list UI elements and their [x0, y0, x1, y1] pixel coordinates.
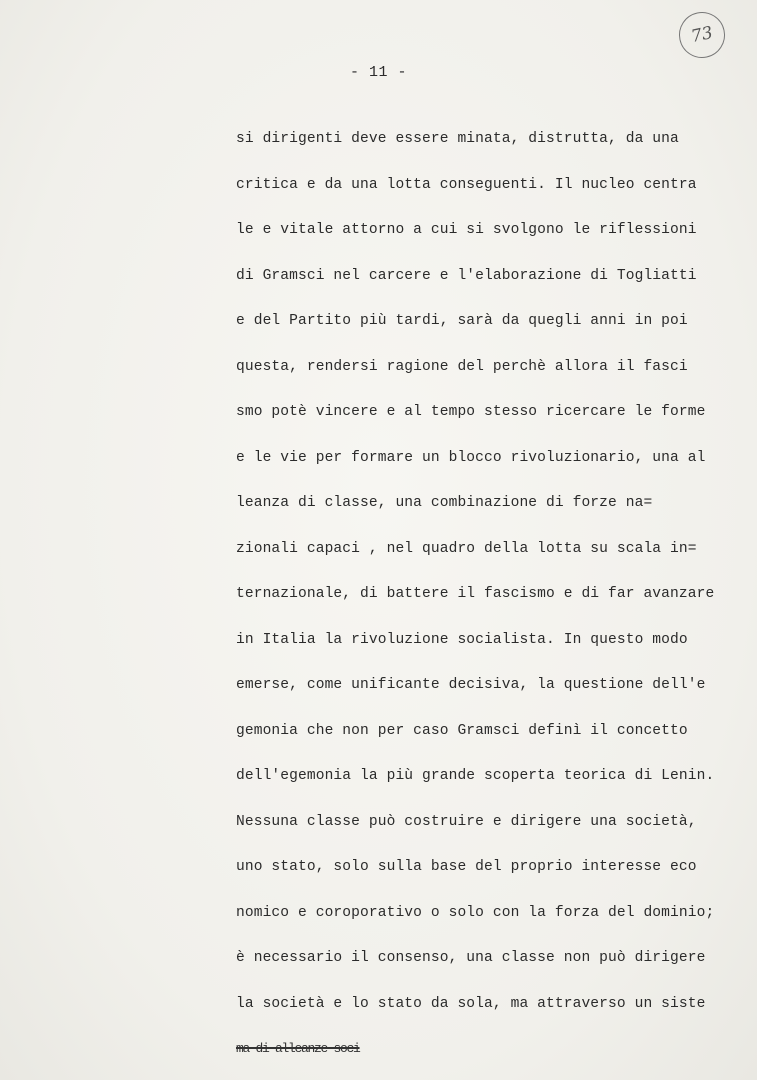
text-line: la società e lo stato da sola, ma attraverso un siste	[236, 995, 706, 1012]
text-line: le e vitale attorno a cui si svolgono le riflessioni	[236, 222, 697, 238]
text-line: Nessuna classe può costruire e dirigere una società,	[236, 813, 697, 830]
text-line: nomico e coroporativo o solo con la forza del dominio;	[236, 904, 715, 921]
text-line: ternazionale, di battere il fascismo e di far avanzare	[236, 586, 715, 602]
text-line: si dirigenti deve essere minata, distrutta, da una	[236, 131, 679, 147]
text-line: critica e da una lotta conseguenti. Il nucleo centra	[236, 176, 697, 193]
struck-through-line	[236, 1034, 746, 1080]
text-line: è necessario il consenso, una classe non può dirigere	[236, 950, 706, 966]
text-line: di Gramsci nel carcere e l'elaborazione di Togliatti	[236, 267, 697, 284]
text-line: questa, rendersi ragione del perchè allora il fasci	[236, 358, 688, 375]
text-line: emerse, come unificante decisiva, la questione dell'e	[236, 677, 706, 693]
text-line: zionali capaci , nel quadro della lotta su scala in=	[236, 540, 697, 557]
archive-page-stamp: 73	[675, 8, 730, 63]
typewritten-body	[236, 124, 746, 1080]
text-line: leanza di classe, una combinazione di forze na=	[236, 495, 653, 511]
text-line: e del Partito più tardi, sarà da quegli anni in poi	[236, 313, 688, 329]
text-line: in Italia la rivoluzione socialista. In questo modo	[236, 631, 688, 648]
text-line: dell'egemonia la più grande scoperta teorica di Lenin.	[236, 768, 715, 784]
page-number: - 11 -	[349, 64, 407, 81]
text-line: uno stato, solo sulla base del proprio interesse eco	[236, 859, 697, 875]
text-line: gemonia che non per caso Gramsci definì il concetto	[236, 722, 688, 739]
text-line: smo potè vincere e al tempo stesso ricercare le forme	[236, 404, 706, 420]
text-line: e le vie per formare un blocco rivoluzionario, una al	[236, 449, 706, 466]
struck-text: ma di alleanze soci	[236, 1041, 360, 1056]
